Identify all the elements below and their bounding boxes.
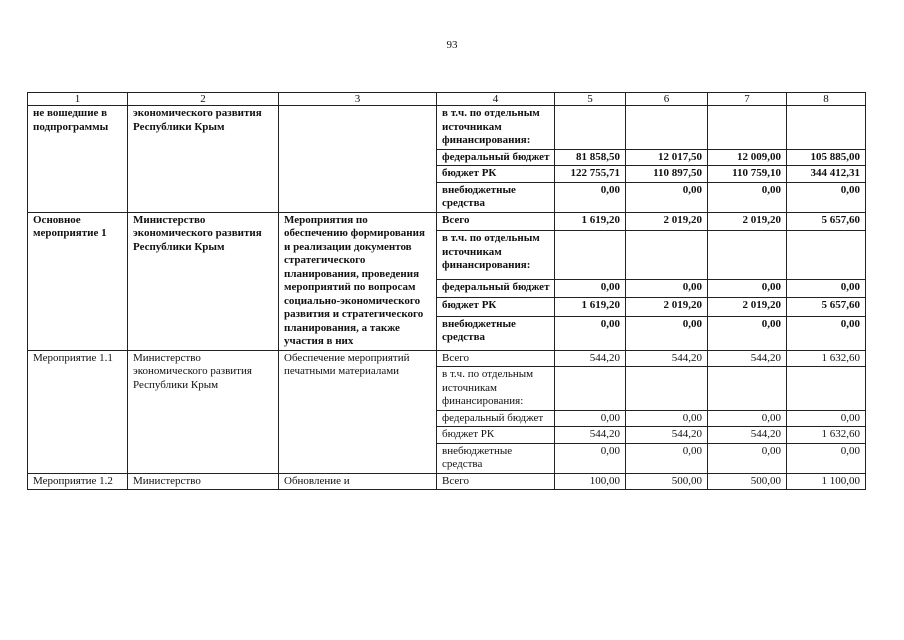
header-cell: 6 xyxy=(626,93,708,106)
funding-source-cell: Всего xyxy=(437,473,555,490)
amount-cell: 0,00 xyxy=(708,182,787,212)
amount-cell: 544,20 xyxy=(555,350,626,367)
funding-source-cell: в т.ч. по отдельным источникам финансирования: xyxy=(437,106,555,150)
amount-cell: 1 619,20 xyxy=(555,298,626,317)
amount-cell: 81 858,50 xyxy=(555,149,626,166)
executor-cell: Министерство экономического развития Республики Крым xyxy=(128,212,279,350)
amount-cell: 0,00 xyxy=(626,443,708,473)
amount-cell: 0,00 xyxy=(555,279,626,298)
amount-cell xyxy=(787,231,866,280)
funding-source-cell: внебюджетные средства xyxy=(437,443,555,473)
description-cell xyxy=(279,106,437,213)
amount-cell: 0,00 xyxy=(787,410,866,427)
amount-cell: 1 100,00 xyxy=(787,473,866,490)
amount-cell: 1 632,60 xyxy=(787,427,866,444)
amount-cell: 2 019,20 xyxy=(626,212,708,231)
header-cell: 1 xyxy=(28,93,128,106)
table-row xyxy=(28,212,866,231)
amount-cell: 1 619,20 xyxy=(555,212,626,231)
amount-cell: 0,00 xyxy=(555,443,626,473)
budget-table xyxy=(27,92,866,490)
amount-cell: 12 009,00 xyxy=(708,149,787,166)
funding-source-cell: внебюджетные средства xyxy=(437,182,555,212)
amount-cell: 5 657,60 xyxy=(787,298,866,317)
header-cell: 5 xyxy=(555,93,626,106)
amount-cell xyxy=(555,231,626,280)
description-cell: Мероприятия по обеспечению формирования и реализации документов стратегического планирования, проведения мероприятий по вопросам социально-экономического развития и стратегического планирования, а также участия в них xyxy=(279,212,437,350)
amount-cell: 0,00 xyxy=(787,182,866,212)
header-cell: 2 xyxy=(128,93,279,106)
amount-cell xyxy=(708,106,787,150)
amount-cell: 0,00 xyxy=(626,316,708,350)
activity-name-cell: Мероприятие 1.2 xyxy=(28,473,128,490)
activity-name-cell: не вошедшие в подпрограммы xyxy=(28,106,128,213)
amount-cell: 544,20 xyxy=(708,350,787,367)
amount-cell: 0,00 xyxy=(787,279,866,298)
amount-cell: 105 885,00 xyxy=(787,149,866,166)
activity-name-cell: Мероприятие 1.1 xyxy=(28,350,128,473)
funding-source-cell: в т.ч. по отдельным источникам финансирования: xyxy=(437,231,555,280)
funding-source-cell: бюджет РК xyxy=(437,166,555,183)
amount-cell: 0,00 xyxy=(708,316,787,350)
table-row xyxy=(28,106,866,150)
table-row xyxy=(28,473,866,490)
amount-cell xyxy=(555,367,626,411)
amount-cell: 12 017,50 xyxy=(626,149,708,166)
amount-cell: 5 657,60 xyxy=(787,212,866,231)
amount-cell: 0,00 xyxy=(626,182,708,212)
funding-source-cell: федеральный бюджет xyxy=(437,279,555,298)
funding-source-cell: федеральный бюджет xyxy=(437,149,555,166)
funding-source-cell: Всего xyxy=(437,212,555,231)
description-cell: Обновление и xyxy=(279,473,437,490)
amount-cell: 2 019,20 xyxy=(708,298,787,317)
amount-cell: 0,00 xyxy=(555,410,626,427)
amount-cell: 0,00 xyxy=(555,316,626,350)
funding-source-cell: Всего xyxy=(437,350,555,367)
funding-source-cell: в т.ч. по отдельным источникам финансирования: xyxy=(437,367,555,411)
header-row xyxy=(28,93,866,106)
amount-cell: 0,00 xyxy=(555,182,626,212)
amount-cell: 110 759,10 xyxy=(708,166,787,183)
page-number: 93 xyxy=(446,39,458,51)
funding-source-cell: бюджет РК xyxy=(437,298,555,317)
executor-cell: Министерство экономического развития Республики Крым xyxy=(128,350,279,473)
amount-cell: 0,00 xyxy=(626,410,708,427)
header-cell: 8 xyxy=(787,93,866,106)
amount-cell: 544,20 xyxy=(555,427,626,444)
amount-cell: 0,00 xyxy=(708,279,787,298)
amount-cell: 0,00 xyxy=(787,316,866,350)
amount-cell xyxy=(787,106,866,150)
amount-cell: 544,20 xyxy=(626,427,708,444)
amount-cell xyxy=(787,367,866,411)
funding-source-cell: федеральный бюджет xyxy=(437,410,555,427)
amount-cell xyxy=(626,367,708,411)
amount-cell: 2 019,20 xyxy=(708,212,787,231)
table-row xyxy=(28,350,866,367)
amount-cell xyxy=(708,231,787,280)
amount-cell xyxy=(626,106,708,150)
amount-cell: 0,00 xyxy=(626,279,708,298)
amount-cell: 0,00 xyxy=(708,443,787,473)
funding-source-cell: бюджет РК xyxy=(437,427,555,444)
header-cell: 4 xyxy=(437,93,555,106)
funding-source-cell: внебюджетные средства xyxy=(437,316,555,350)
amount-cell: 0,00 xyxy=(787,443,866,473)
amount-cell: 500,00 xyxy=(626,473,708,490)
table-body xyxy=(28,93,866,490)
amount-cell: 122 755,71 xyxy=(555,166,626,183)
amount-cell: 544,20 xyxy=(708,427,787,444)
executor-cell: экономического развития Республики Крым xyxy=(128,106,279,213)
header-cell: 3 xyxy=(279,93,437,106)
amount-cell: 2 019,20 xyxy=(626,298,708,317)
amount-cell: 544,20 xyxy=(626,350,708,367)
amount-cell: 500,00 xyxy=(708,473,787,490)
amount-cell: 100,00 xyxy=(555,473,626,490)
executor-cell: Министерство xyxy=(128,473,279,490)
amount-cell xyxy=(555,106,626,150)
activity-name-cell: Основное мероприятие 1 xyxy=(28,212,128,350)
header-cell: 7 xyxy=(708,93,787,106)
amount-cell: 110 897,50 xyxy=(626,166,708,183)
amount-cell: 1 632,60 xyxy=(787,350,866,367)
amount-cell xyxy=(626,231,708,280)
description-cell: Обеспечение мероприятий печатными материалами xyxy=(279,350,437,473)
amount-cell: 0,00 xyxy=(708,410,787,427)
amount-cell xyxy=(708,367,787,411)
amount-cell: 344 412,31 xyxy=(787,166,866,183)
